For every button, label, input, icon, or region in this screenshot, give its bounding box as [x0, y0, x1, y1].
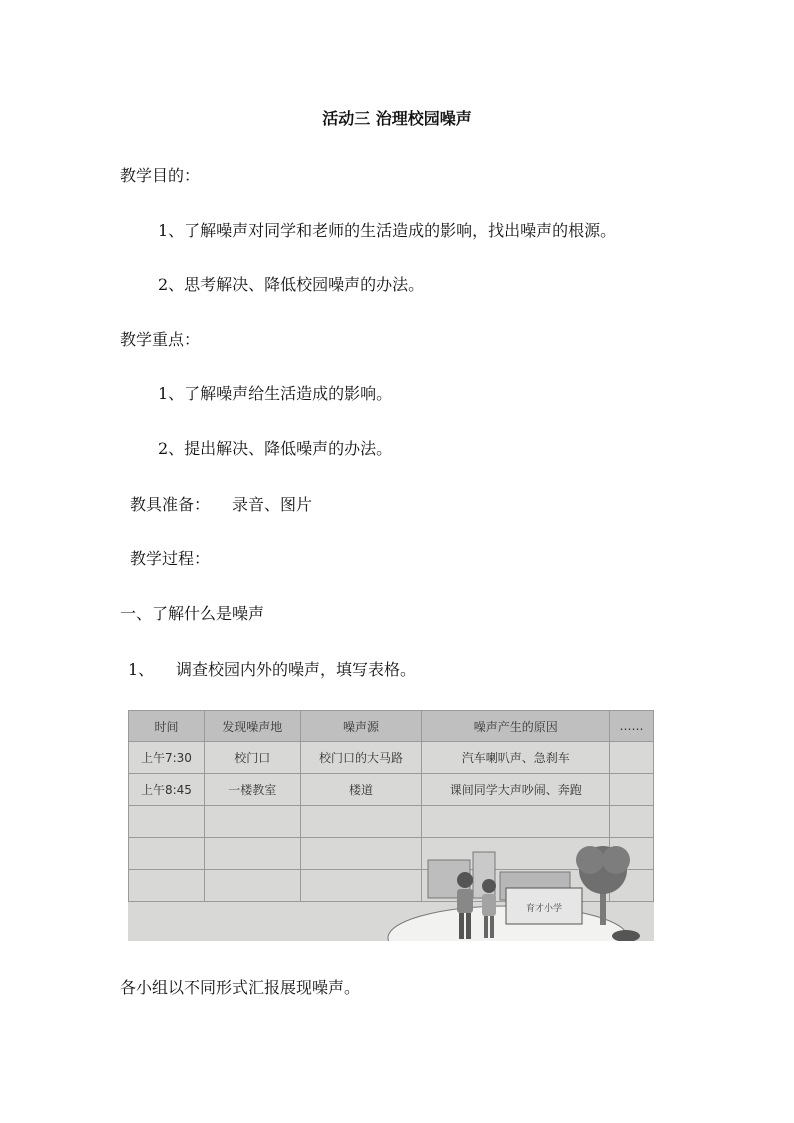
- key-point-item-2: 2、提出解决、降低噪声的办法。: [158, 439, 393, 458]
- table-header: 发现噪声地: [204, 711, 300, 742]
- process-heading: 教学过程：: [130, 549, 211, 568]
- table-header: 噪声产生的原因: [422, 711, 610, 742]
- objective-item-2: 2、思考解决、降低校园噪声的办法。: [158, 275, 425, 294]
- step-text: 调查校园内外的噪声，填写表格。: [176, 660, 417, 679]
- page-title: 活动三 治理校园噪声: [322, 109, 472, 128]
- table-cell: 校门口: [204, 742, 300, 774]
- key-points-heading: 教学重点：: [120, 330, 201, 349]
- section-heading: 一、了解什么是噪声: [120, 604, 265, 623]
- table-cell: 汽车喇叭声、急刹车: [422, 742, 610, 774]
- objectives-heading: 教学目的：: [120, 166, 201, 185]
- table-header: ……: [610, 711, 654, 742]
- materials-label: 教具准备：: [130, 495, 211, 514]
- step-number: 1、: [128, 660, 155, 679]
- school-sign-text: 育才小学: [525, 904, 563, 914]
- objective-item-1: 1、了解噪声对同学和老师的生活造成的影响，找出噪声的根源。: [158, 221, 617, 240]
- table-cell: 上午7:30: [129, 742, 205, 774]
- table-cell: 一楼教室: [204, 774, 300, 806]
- table-cell: 课间同学大声吵闹、奔跑: [422, 774, 610, 806]
- table-cell: 楼道: [300, 774, 422, 806]
- key-point-item-1: 1、了解噪声给生活造成的影响。: [158, 384, 393, 403]
- survey-photo: [128, 710, 654, 941]
- table-cell: 校门口的大马路: [300, 742, 422, 774]
- closing-text: 各小组以不同形式汇报展现噪声。: [120, 978, 361, 997]
- materials-value: 录音、图片: [232, 495, 313, 514]
- table-cell: 上午8:45: [129, 774, 205, 806]
- school-illustration: [128, 710, 654, 941]
- table-header: 噪声源: [300, 711, 422, 742]
- table-header: 时间: [129, 711, 205, 742]
